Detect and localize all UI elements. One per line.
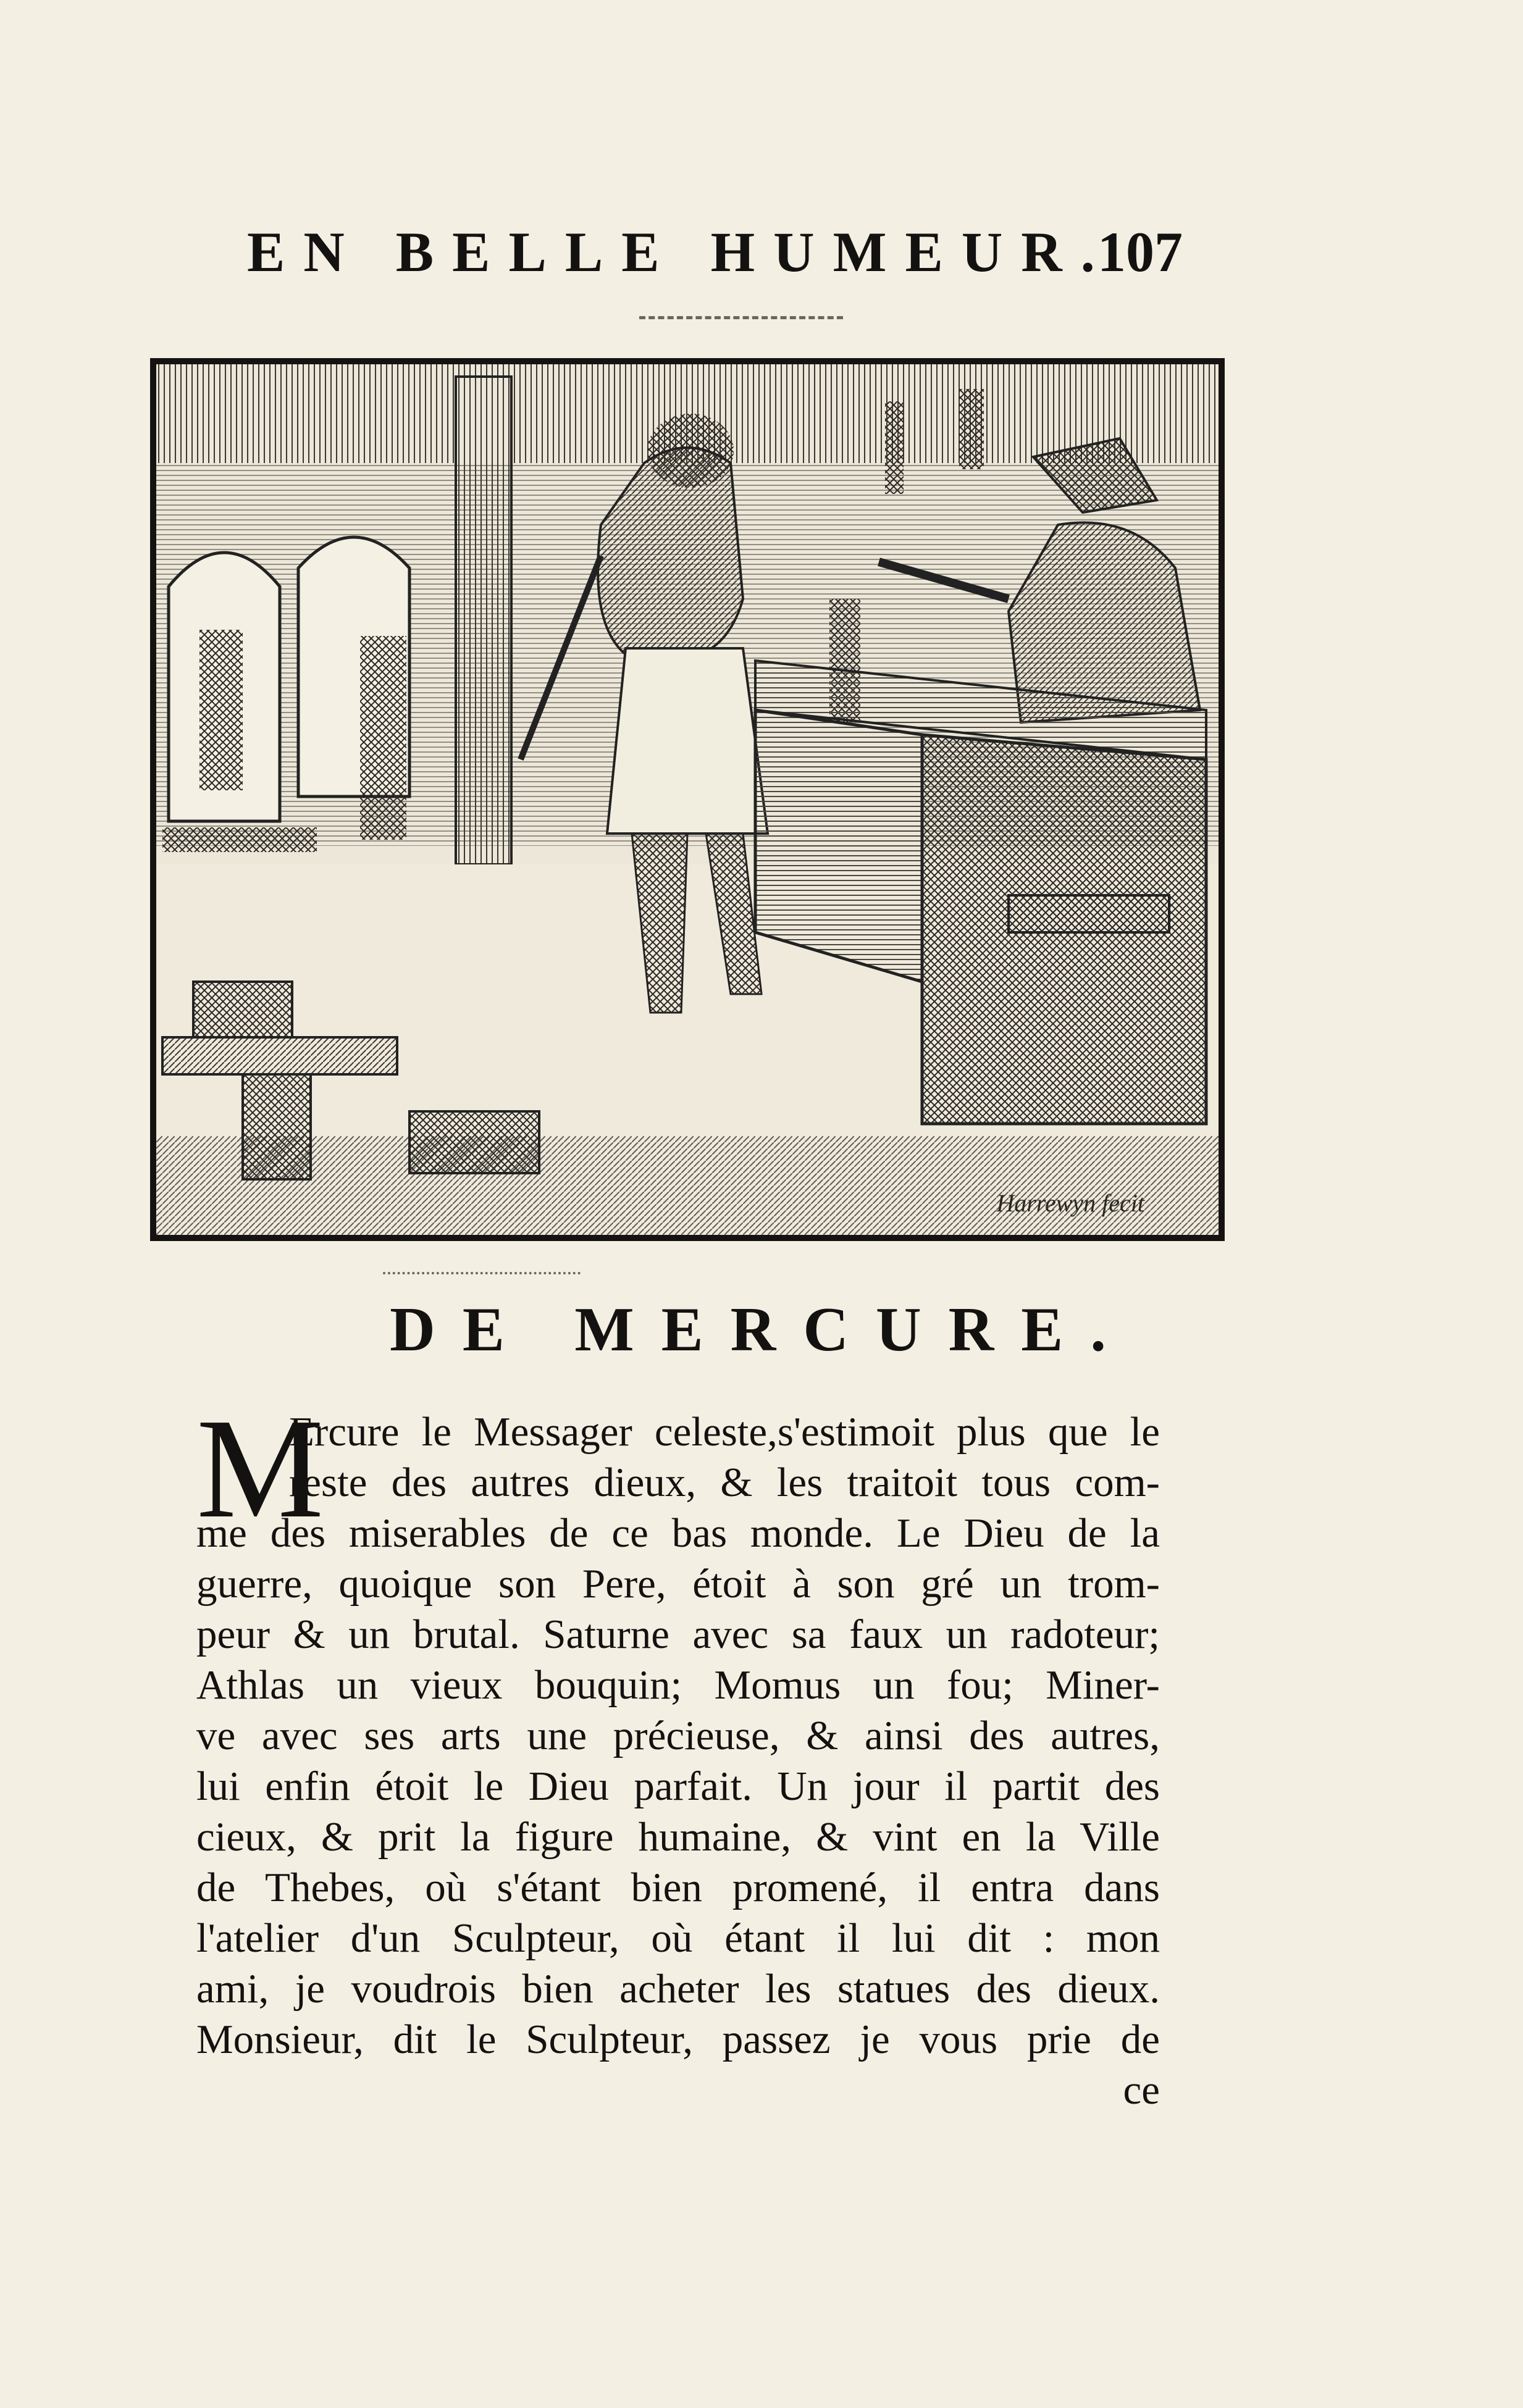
text-line: de Thebes, où s'étant bien promené, il entra dans <box>196 1865 1160 1910</box>
desk-front <box>755 710 922 982</box>
running-title: EN BELLE HUMEUR. <box>247 220 1114 283</box>
text-line: Ercure le Messager celeste,s'estimoit plus que le <box>289 1409 1160 1455</box>
bench-leg <box>243 1074 311 1179</box>
separator-dots <box>383 1272 581 1277</box>
pillar <box>456 377 511 864</box>
engraver-signature: Harrewyn fecit <box>996 1189 1144 1217</box>
body-text <box>196 1389 1160 2209</box>
engraving-scene <box>156 364 1219 1235</box>
rough-stone <box>409 1111 539 1173</box>
statue-background-left <box>199 630 243 790</box>
workbench-back <box>162 827 317 852</box>
text-line: Athlas un vieux bouquin; Momus un fou; Miner- <box>196 1662 1160 1708</box>
text-line: cieux, & prit la figure humaine, & vint en la Ville <box>196 1814 1160 1860</box>
hanging-figure <box>885 401 904 494</box>
text-line: l'atelier d'un Sculpteur, où étant il lui dit : mon <box>196 1915 1160 1961</box>
header-ornament-rule <box>639 316 843 323</box>
page-header <box>247 219 1183 293</box>
statue-background-right <box>360 636 406 840</box>
text-line: me des miserables de ce bas monde. Le Dieu de la <box>196 1510 1160 1556</box>
stool-seat <box>1009 895 1169 932</box>
section-title: DE MERCURE. <box>390 1295 1133 1365</box>
mercury-tunic <box>607 648 768 834</box>
text-line: reste des autres dieux, & les traitoit tous com- <box>289 1460 1160 1505</box>
bench-front <box>162 1037 397 1074</box>
hanging-figure <box>959 389 984 469</box>
floor-shadow <box>156 1136 1219 1235</box>
stone-block <box>193 982 292 1037</box>
drop-cap: M <box>196 1389 324 1548</box>
text-line: ve avec ses arts une précieuse, & ainsi des autres, <box>196 1713 1160 1758</box>
text-line: peur & un brutal. Saturne avec sa faux un radoteur; <box>196 1612 1160 1657</box>
text-line: guerre, quoique son Pere, étoit à son gré un trom- <box>196 1561 1160 1607</box>
engraving-illustration <box>150 358 1225 1241</box>
catchword: ce <box>1123 2067 1160 2113</box>
text-line: Monsieur, dit le Sculpteur, passez je vous prie de <box>196 2017 1160 2062</box>
text-line: ami, je voudrois bien acheter les statues des dieux. <box>196 1966 1160 2012</box>
text-line: lui enfin étoit le Dieu parfait. Un jour il partit des <box>196 1763 1160 1809</box>
page-number: 107 <box>1097 220 1183 283</box>
